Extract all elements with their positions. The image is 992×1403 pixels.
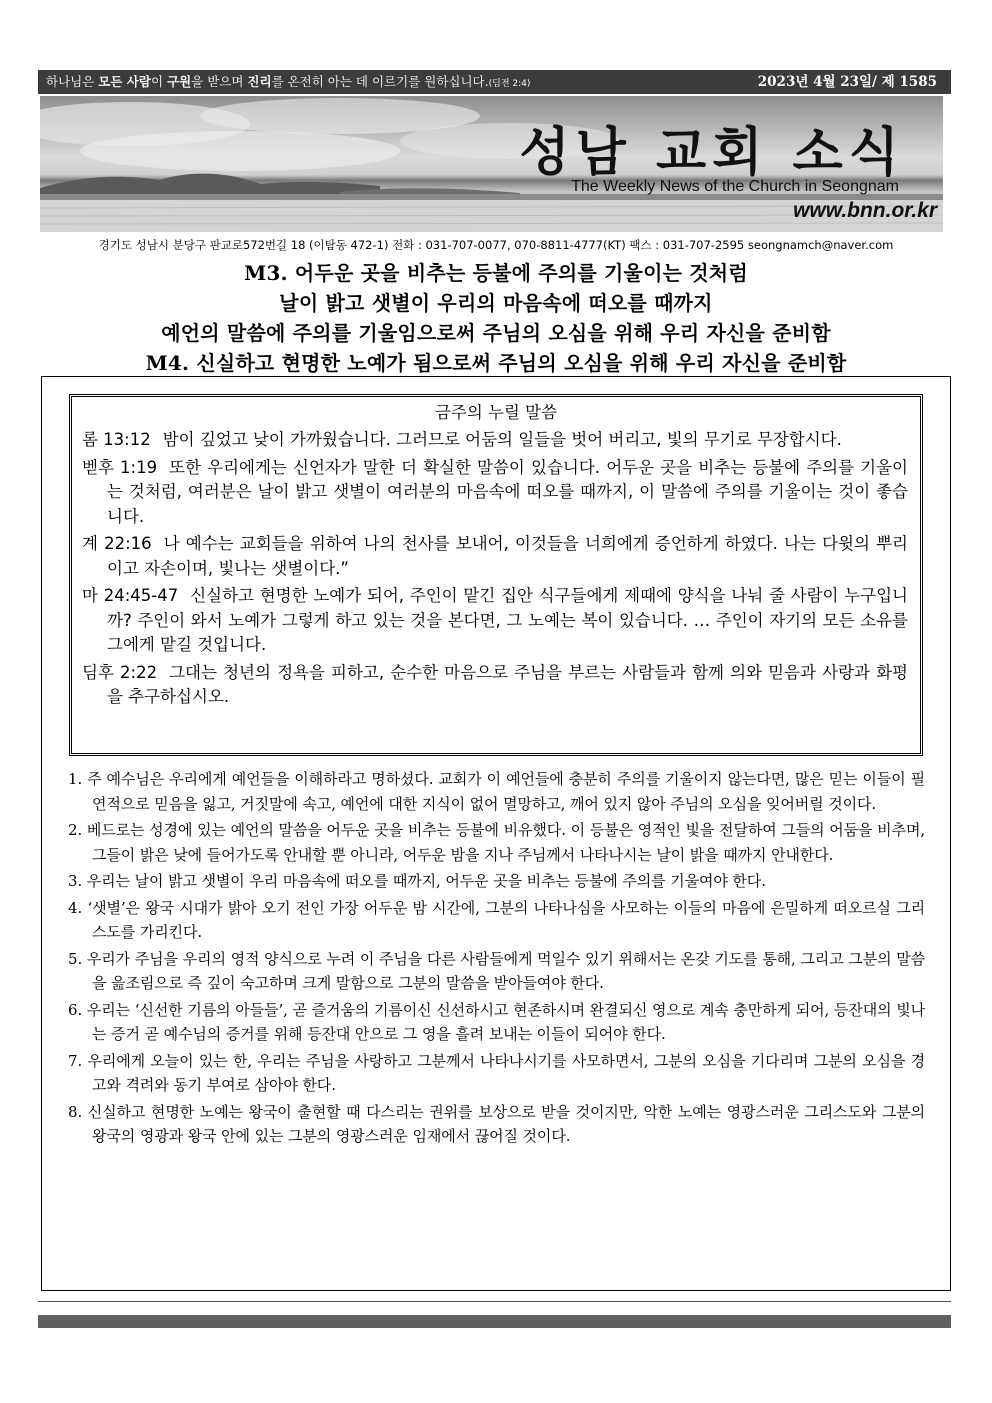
content-frame	[41, 376, 951, 1291]
list-item: 5. 우리가 주님을 우리의 영적 양식으로 누려 이 주님을 다른 사람들에게 먹일수 있기 위해서는 온갖 기도를 통해, 그리고 그분의 말씀을 읊조림으로 즉 깊이 숙고하며 크게 말함으로 그분의 말씀을 받아들여야 한다.	[68, 949, 925, 992]
verse-text: 신실하고 현명한 노예가 되어, 주인이 맡긴 집안 식구들에게 제때에 양식을 나눠 줄 사람이 누구입니까? 주인이 와서 노예가 그렇게 하고 있는 것을 본다면, 그 노예는 복이 있습니다. … 주인이 자기의 모든 소유를 그에게 맡길 것입니다.	[107, 586, 908, 654]
verse-text: 밤이 깊었고 낮이 가까웠습니다. 그러므로 어둠의 일들을 벗어 버리고, 빛의 무기로 무장합시다.	[162, 430, 842, 449]
verse-reference: 마 24:45-47	[82, 586, 179, 605]
list-item: 8. 신실하고 현명한 노예는 왕국이 출현할 때 다스리는 권위를 보상으로 받을 것이지만, 악한 노예는 영광스러운 그리스도와 그분의 왕국의 영광과 왕국 안에 있는 그분의 영광스러운 임재에서 끊어질 것이다.	[68, 1102, 925, 1145]
list-item: 7. 우리에게 오늘이 있는 한, 우리는 주님을 사랑하고 그분께서 나타나시기를 사모하면서, 그분의 오심을 기다리며 그분의 오심을 경고와 격려와 동기 부여로 삼아야 한다.	[68, 1051, 925, 1094]
verse-reference: 딤후 2:22	[82, 662, 158, 682]
headline-1: M3. 어두운 곳을 비추는 등불에 주의를 기울이는 것처럼	[244, 261, 748, 285]
headline-4: M4. 신실하고 현명한 노예가 됨으로써 주님의 오심을 위해 우리 자신을 준비함	[145, 351, 847, 375]
newsletter-title: 성남 교회 소식	[519, 123, 905, 183]
verse-text: 나 예수는 교회들을 위하여 나의 천사를 보내어, 이것들을 너희에게 증언하게 하였다. 나는 다윗의 뿌리이고 자손이며, 빛나는 샛별이다.”	[107, 534, 908, 578]
verse-reference: 벧후 1:19	[82, 457, 158, 477]
headline-block	[0, 258, 992, 378]
list-item: 3. 우리는 날이 밝고 샛별이 우리 마음속에 떠오를 때까지, 어두운 곳을 비추는 등불에 주의를 기울여야 한다.	[68, 872, 766, 890]
list-item: 2. 베드로는 성경에 있는 예언의 말씀을 어두운 곳을 비추는 등불에 비유했다. 이 등불은 영적인 빛을 전달하여 그들의 어둠을 비추며, 그들이 밝은 낮에 들어가도록 안내할 뿐 아니라, 어두운 밤을 지나 주님께서 나타나시는 날이 밝을 때까지 안내한다.	[68, 821, 926, 864]
verse-reference: 계 22:16	[82, 534, 152, 553]
verse-item	[82, 661, 908, 710]
contact-address: 경기도 성남시 분당구 판교로572번길 18 (이탐동 472-1) 전화 : 031-707-0077, 070-8811-4777(KT) 팩스 : 031-707-2595 seongnamch@naver.com	[98, 238, 894, 252]
top-bar	[38, 70, 951, 94]
points-list	[68, 767, 925, 1151]
motto: 하나님은 모든 사람이 구원을 받으며 진리를 온전히 아는 데 이르기를 원하십니다.(딤전 2:4)	[46, 74, 531, 89]
verse-text: 그대는 청년의 정욕을 피하고, 순수한 마음으로 주님을 부르는 사람들과 함께 의와 믿음과 사랑과 화평을 추구하십시오.	[107, 662, 908, 706]
issue-date: 2023년 4월 23일/ 제 1585	[757, 74, 937, 90]
website-link[interactable]: www.bnn.or.kr	[793, 199, 937, 222]
verses-heading: 금주의 누릴 말씀	[434, 403, 558, 422]
verses-box	[69, 394, 923, 756]
list-item: 4. ‘샛별’은 왕국 시대가 밝아 오기 전인 가장 어두운 밤 시간에, 그분의 나타나심을 사모하는 이들의 마음에 은밀하게 떠오르실 그리스도를 가리킨다.	[68, 898, 925, 941]
list-item: 1. 주 예수님은 우리에게 예언들을 이해하라고 명하셨다. 교회가 이 예언들에 충분히 주의를 기울이지 않는다면, 많은 믿는 이들이 필연적으로 믿음을 잃고, 거짓말에 속고, 예언에 대한 지식이 없어 멸망하고, 깨어 있지 않아 주님의 오심을 잊어버릴 것이다.	[68, 770, 925, 813]
verse-item	[82, 456, 908, 530]
newsletter-subtitle: The Weekly News of the Church in Seongnam	[571, 178, 899, 195]
verse-item	[82, 532, 908, 581]
headline-2: 날이 밝고 샛별이 우리의 마음속에 떠오를 때까지	[279, 291, 713, 315]
footer-divider	[38, 1301, 951, 1302]
verse-reference: 롬 13:12	[82, 430, 151, 449]
list-item: 6. 우리는 ‘신선한 기름의 아들들’, 곧 즐거움의 기름이신 신선하시고 현존하시며 완결되신 영으로 계속 충만하게 되어, 등잔대의 빛나는 증거 곧 예수님의 증거를 위해 등잔대 안으로 그 영을 흘려 보내는 이들이 되어야 한다.	[68, 1000, 925, 1043]
headline-3: 예언의 말씀에 주의를 기울임으로써 주님의 오심을 위해 우리 자신을 준비함	[161, 321, 831, 345]
verse-text: 또한 우리에게는 신언자가 말한 더 확실한 말씀이 있습니다. 어두운 곳을 비추는 등불에 주의를 기울이는 것처럼, 여러분은 날이 밝고 샛별이 여러분의 마음속에 떠오를 때까지, 이 말씀에 주의를 기울이는 것이 좋습니다.	[107, 457, 908, 526]
footer-bar	[38, 1315, 951, 1328]
verse-item	[82, 584, 908, 658]
motto-reference: (딤전 2:4)	[488, 79, 531, 89]
verse-item	[82, 428, 908, 453]
masthead-banner	[40, 96, 943, 232]
